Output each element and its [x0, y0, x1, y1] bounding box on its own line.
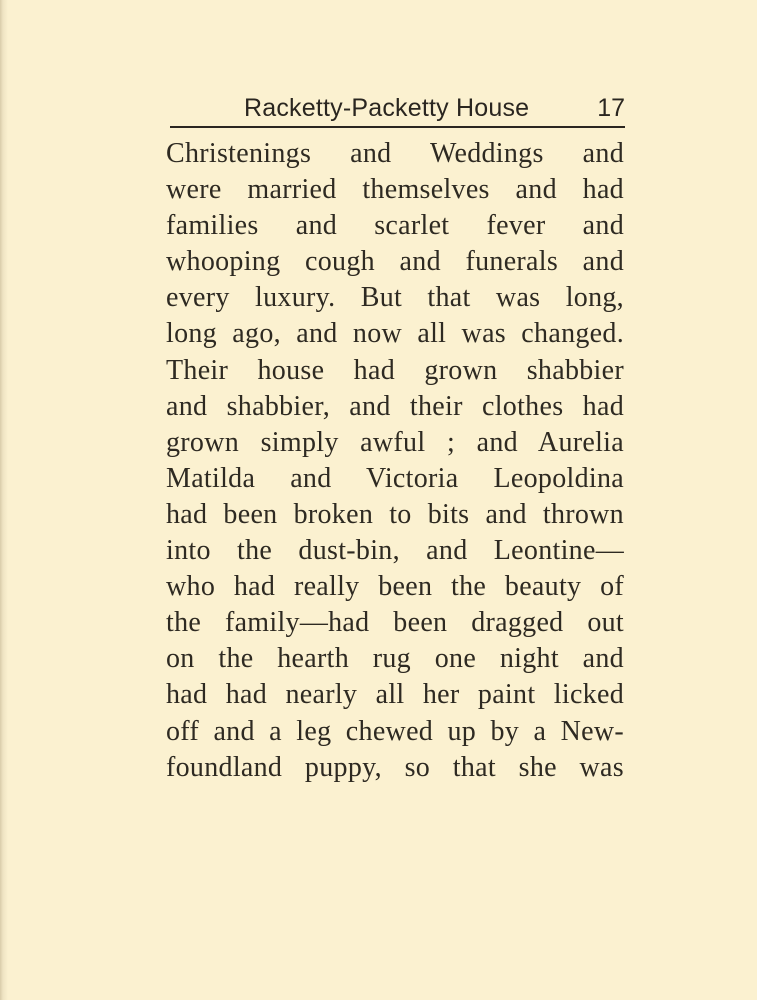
- text-line: Their house had grown shabbier: [166, 354, 624, 386]
- text-line: every luxury. But that was long,: [166, 282, 624, 314]
- running-head: [170, 86, 625, 128]
- text-line: Christenings and Weddings and: [166, 138, 624, 169]
- text-line: Matilda and Victoria Leopoldina: [166, 462, 624, 494]
- body-text: [166, 136, 624, 786]
- text-line: on the hearth rug one night and: [166, 643, 624, 675]
- text-line: and shabbier, and their clothes had: [166, 390, 624, 422]
- page-number: 17: [597, 94, 625, 122]
- text-line: were married themselves and had: [166, 174, 624, 206]
- text-line: grown simply awful ; and Aurelia: [166, 426, 624, 458]
- text-line: families and scarlet fever and: [166, 210, 624, 242]
- running-title: Racketty-Packetty House: [244, 94, 530, 122]
- text-line: foundland puppy, so that she was: [166, 751, 624, 783]
- text-line: off and a leg chewed up by a New-: [166, 715, 624, 747]
- text-line: had had nearly all her paint licked: [166, 679, 624, 711]
- text-line: into the dust-bin, and Leontine—: [166, 535, 624, 567]
- text-line: the family—had been dragged out: [166, 607, 624, 639]
- text-line: had been broken to bits and thrown: [166, 498, 624, 530]
- page-edge: [0, 0, 8, 1000]
- text-line: long ago, and now all was changed.: [166, 318, 624, 350]
- text-line: who had really been the beauty of: [166, 571, 624, 603]
- text-line: whooping cough and funerals and: [166, 246, 624, 278]
